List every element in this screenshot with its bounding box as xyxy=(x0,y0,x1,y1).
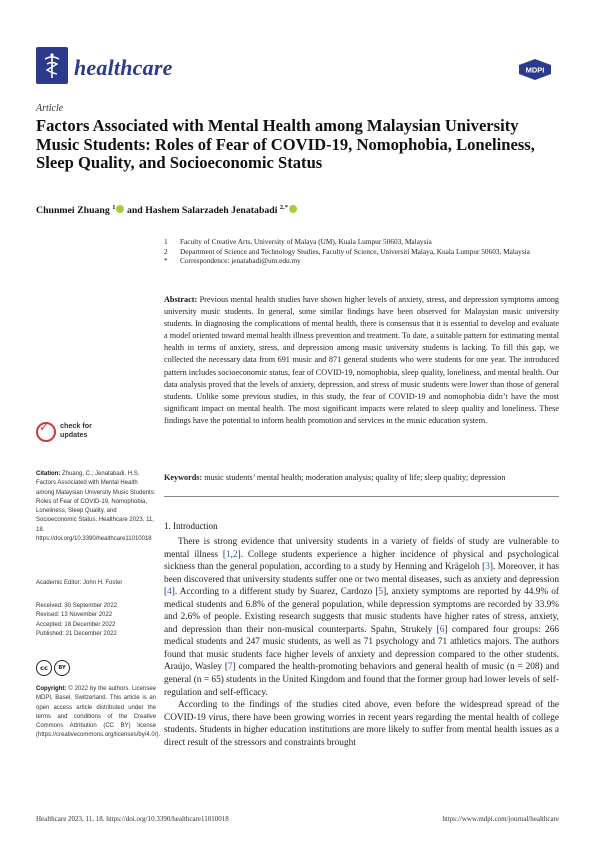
affiliation-text: Faculty of Creative Arts, University of Malaya (UM), Kuala Lumpur 50603, Malaysia xyxy=(180,237,432,246)
article-type: Article xyxy=(36,103,64,114)
citation-label: Citation: xyxy=(36,471,61,477)
section-divider xyxy=(164,496,559,497)
orcid-icon[interactable] xyxy=(289,205,297,213)
caduceus-icon xyxy=(40,52,64,80)
citation-link[interactable]: 2 xyxy=(232,549,238,560)
accepted-date: Accepted: 18 December 2022 xyxy=(36,621,116,628)
citation-link[interactable]: 5 xyxy=(378,587,384,598)
footer-citation[interactable]: Healthcare 2023, 11, 18. https://doi.org/10.3390/healthcare11010018 xyxy=(36,815,229,823)
updates-line: updates xyxy=(60,429,88,439)
academic-editor: Academic Editor: John H. Foster xyxy=(36,580,123,586)
author-affiliation-mark: 1 xyxy=(112,204,116,211)
abstract-label: Abstract: xyxy=(164,295,198,304)
copyright-block xyxy=(36,685,161,741)
updates-line: check for xyxy=(60,421,92,430)
footer-journal-link[interactable]: https://www.mdpi.com/journal/healthcare xyxy=(442,815,559,823)
introduction-body xyxy=(164,536,559,749)
keywords xyxy=(164,472,559,484)
citation-link[interactable]: 1 xyxy=(225,549,231,560)
section-heading: 1. Introduction xyxy=(164,521,218,531)
published-date: Published: 21 December 2022 xyxy=(36,630,117,637)
copyright-text: © 2022 by the authors. Licensee MDPI, Basel, Switzerland. This article is an open access article distributed under the terms and conditions of the Creative Commons Attribution (CC BY) license (https://creativecommons.org/licenses/by/4.0/). xyxy=(36,686,161,739)
check-for-updates-button[interactable]: ✓ check for updates xyxy=(36,420,106,450)
author-list xyxy=(36,204,297,216)
orcid-icon[interactable] xyxy=(116,205,124,213)
affiliation-item xyxy=(164,247,559,257)
citation-link[interactable]: 6 xyxy=(439,624,445,635)
affiliation-mark: 2 xyxy=(164,246,168,256)
cc-icon: cc xyxy=(36,660,52,676)
affiliation-item xyxy=(164,237,559,247)
citation-link[interactable]: 7 xyxy=(228,662,233,673)
author-name[interactable]: Hashem Salarzadeh Jenatabadi xyxy=(145,205,278,216)
journal-logo-icon xyxy=(36,47,68,84)
citation-link[interactable]: 4 xyxy=(167,587,172,598)
affiliation-mark: 1 xyxy=(164,237,168,246)
received-date: Received: 30 September 2022 xyxy=(36,603,118,609)
author-name[interactable]: Chunmei Zhuang xyxy=(36,205,110,216)
journal-name: healthcare xyxy=(74,55,173,80)
author-affiliation-mark: 2,* xyxy=(279,204,289,211)
affiliation-text: Department of Science and Technology Studies, Faculty of Science, Universiti Malaya, Kuala Lumpur 50603, Malaysia xyxy=(180,246,530,256)
abstract-text: Previous mental health studies have shown higher levels of anxiety, stress, and depression symptoms among university music students. In general, some similar findings have been observed for Malaysian music university students. In diagnosing the complications of mental health, there is consensus that it is essential to develop and evaluate a model oriented toward mental health illness prevention and treatment. To date, a suitable pattern for estimating mental health in terms of anxiety, stress, and depression among music university students is lacking. To fill this gap, we collected the necessary data from 691 music and 871 general students who were students for one year. The introduced pattern includes socioeconomic status, fear of COVID-19, nomophobia, sleep quality, loneliness, and mental health. Our data analysis proved that the levels of anxiety, depression, and stress of music students were lower than those of general students. Unlike some previous studies, in this study, the fear of COVID-19 and nomophobia didn’t have the most significant impact on mental health. The most significant impacts were related to sleep quality and loneliness. These findings have the potential to inform health promotion and services in the music education system. xyxy=(164,295,560,425)
mdpi-logo-text: MDPI xyxy=(525,65,545,75)
affiliation-item xyxy=(164,256,559,266)
correspondence-email[interactable]: Correspondence: jenatabadi@um.edu.my xyxy=(180,256,301,266)
paragraph: There is strong evidence that university students in a variety of fields of study are vulnerable to mental illness [1,2]. College students experience a higher incidence of physical and psychological sickness than the general population, according to a study by Henning and Krägeloh [3]. Moreover, it has been discovered that university students suffer one or two mental diseases, such as anxiety and depression [4]. According to a different study by Suarez, Cardozo [5], anxiety symptoms are reported by 44.9% of medical students and 6.8% of the general population, while depression symptoms are recorded by 33.9% and 2.6% of people. Existing research suggests that music students have higher rates of stress, anxiety, and depression than their non-musical counterparts. Spahn, Strukely [6] compared four groups: 266 medical students and 247 music students, as well as 71 psychology and 71 athletics majors. The authors found that music students face higher levels of anxiety and depression compared to the other students. Araújo, Wasley [7] compared the health-promoting behaviors and general health of music (n = 208) and general (n = 65) students in the United Kingdom and found that the former group had lower levels of self-regulation and self-efficacy. xyxy=(164,537,560,698)
abstract xyxy=(164,294,559,427)
citation-link[interactable]: 3 xyxy=(485,562,490,573)
affiliations xyxy=(164,237,559,266)
citation-text: Zhuang, C.; Jenatabadi, H.S. Factors Associated with Mental Health among Malaysian University Music Students: Roles of Fear of COVID-19, Nomophobia, Loneliness, Sleep Quality, and Socioeconomic Status. Healthcare 2023, 11, 18. https://doi.org/10.3390/healthcare11010018 xyxy=(36,471,156,543)
copyright-label: Copyright: xyxy=(36,686,67,692)
article-title: Factors Associated with Mental Health among Malaysian University Music Students: Roles of Fear of COVID-19, Nomophobia, Loneliness, Sleep Quality, and Socioeconomic Status xyxy=(36,116,535,173)
author-connector: and xyxy=(126,205,143,216)
revised-date: Revised: 13 November 2022 xyxy=(36,612,113,619)
publication-dates xyxy=(36,602,156,639)
paragraph: According to the findings of the studies cited above, even before the widespread spread of the COVID-19 virus, there have been growing worries in recent years regarding the mental health of college students. Students in higher education institutions are more likely to suffer from mental health issues as a direct result of the stressors and constraints brought xyxy=(164,700,559,748)
mdpi-logo-icon xyxy=(517,58,553,81)
keywords-label: Keywords: xyxy=(164,473,203,482)
by-icon: BY xyxy=(54,660,70,676)
keywords-text: music students’ mental health; moderation analysis; quality of life; sleep quality; depression xyxy=(204,473,506,482)
cc-by-license-icon[interactable] xyxy=(36,660,72,676)
citation-block xyxy=(36,470,156,544)
affiliation-mark: * xyxy=(164,256,168,266)
